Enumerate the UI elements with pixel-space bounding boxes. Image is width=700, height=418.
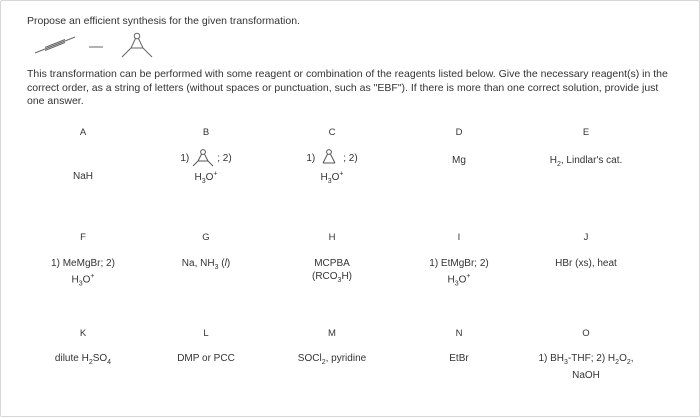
reagent-line1: MCPBA [314,258,350,269]
reagent-line1: 1) $BH_3$-THF; 2) $H_2O_2$, [538,353,634,366]
reagent-option-h[interactable] [268,231,396,287]
reagent-letter: L [203,328,209,339]
reaction-scheme [27,29,187,67]
reagent-label: Na, $NH_3$ (l) [181,258,231,271]
reagent-letter: I [457,232,461,243]
reagent-acid-workup: $H_3O^+$ [447,273,471,288]
reagent-letter: F [80,232,86,243]
reagent-letter: C [328,127,336,138]
reagent-option-m[interactable] [268,327,396,369]
reagent-letter: E [582,127,590,138]
reagent-option-k[interactable] [19,327,147,369]
reagent-option-a[interactable] [19,126,147,183]
reagent-letter: K [79,328,87,339]
reagent-option-c[interactable] [268,126,396,188]
ethylene-oxide-icon [317,148,341,168]
reagent-option-l[interactable] [142,327,270,365]
reagent-acid-workup: $H_3O^+$ [71,273,95,288]
dimethyl-epoxide-icon [191,148,215,168]
reagent-line1: 1) MeMgBr; 2) [51,258,115,269]
reagent-line2: $(RCO_3H)$ [311,271,353,284]
reagent-letter: D [455,127,463,138]
reagent-option-b[interactable] [142,126,270,188]
reagent-option-i[interactable] [395,231,523,290]
reagent-letter: O [582,328,590,339]
starting-alkyne-structure [35,37,75,53]
reagent-label: SOCl$_2$, pyridine [297,353,367,366]
reagent-option-e[interactable] [522,126,650,171]
instructions-text: This transformation can be performed with some reagent or combination of the reagents listed below. Give the necessary reagent(s) in the correct order, as a string of letters (without spaces or punctuation, such as "EBF"). If there is more than one correct solution, provide just one answer. [27,68,668,107]
reagent-letter: J [583,232,589,243]
reagent-label: HBr (xs), heat [555,258,617,269]
reagent-step1: 1) [180,152,190,164]
reagent-label: dilute $H_2SO_4$ [54,353,112,366]
reagent-option-d[interactable] [395,126,523,167]
reagent-option-n[interactable] [395,327,523,365]
reagent-line1: 1) EtMgBr; 2) [429,258,489,269]
reagent-acid-workup: $H_3O^+$ [194,171,218,186]
product-epoxide-structure [122,33,152,57]
reagent-step2: ; 2) [217,152,232,164]
reagent-label: NaH [72,171,93,182]
reagent-line2: NaOH [572,370,600,381]
reagent-letter: B [202,127,210,138]
reagent-label: EtBr [449,353,469,364]
reagent-acid-workup: $H_3O^+$ [320,171,344,186]
reagent-grid [19,126,679,418]
reagent-letter: A [79,127,87,138]
question-text: Propose an efficient synthesis for the given transformation. [27,15,300,27]
reagent-label: DMP or PCC [177,353,235,364]
reagent-option-f[interactable] [19,231,147,290]
reagent-label: $H_2$, Lindlar's cat. [549,155,623,168]
reagent-step2: ; 2) [343,152,358,164]
reagent-letter: M [328,328,336,339]
reagent-option-j[interactable] [522,231,650,270]
reagent-label: Mg [452,155,466,166]
reagent-option-o[interactable] [522,327,650,382]
reagent-letter: N [455,328,463,339]
reagent-letter: G [202,232,210,243]
reagent-letter: H [328,232,336,243]
reagent-step1: 1) [306,152,316,164]
reagent-option-g[interactable] [142,231,270,274]
